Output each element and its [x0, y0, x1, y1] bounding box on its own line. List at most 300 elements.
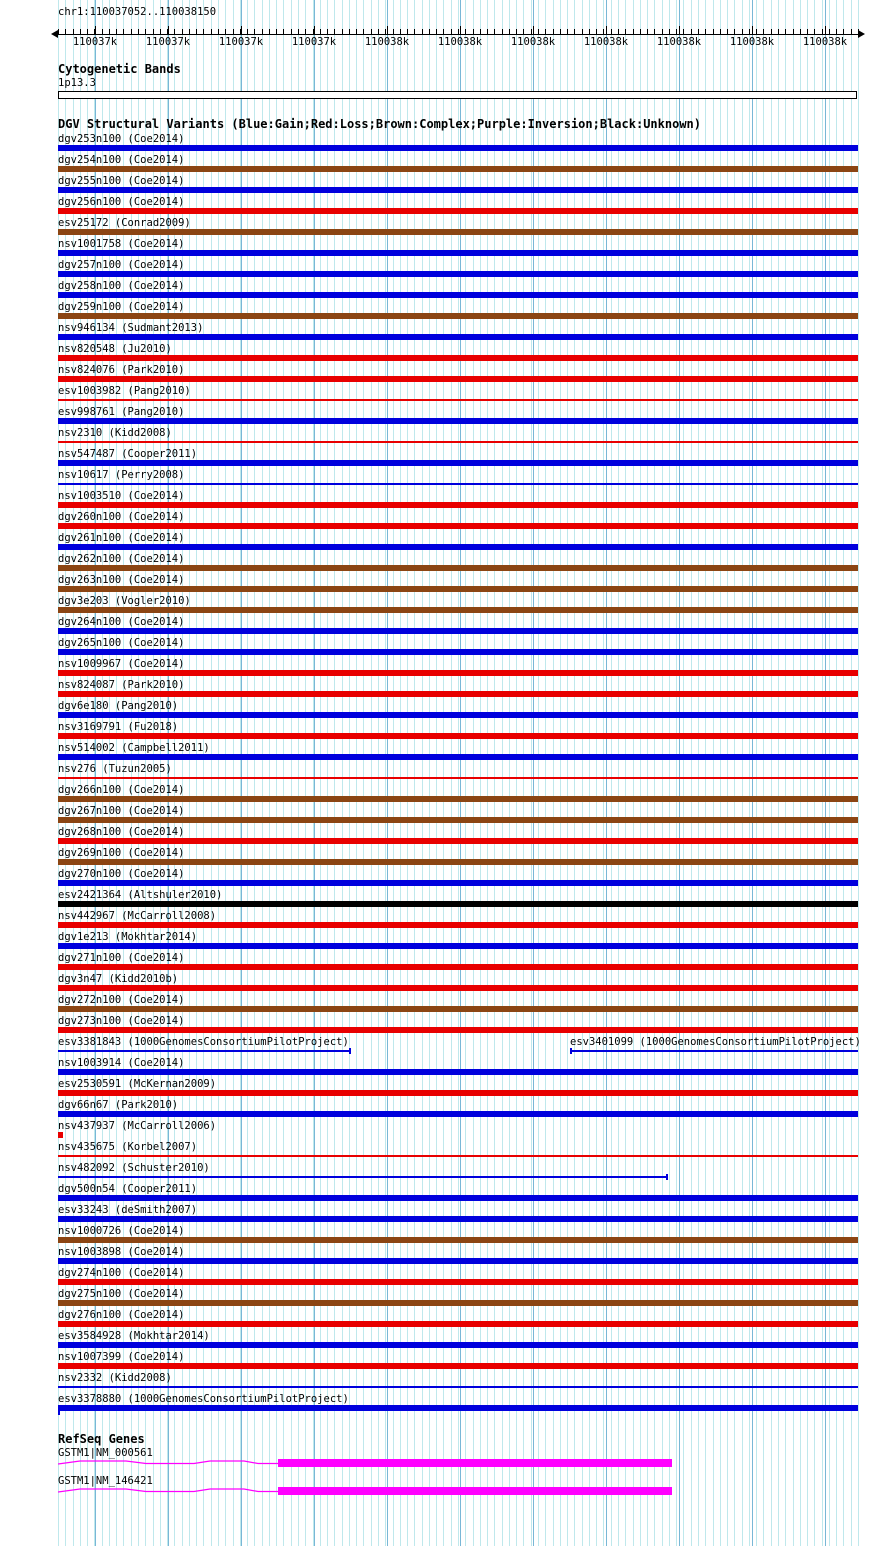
variant-glyph[interactable]	[58, 166, 858, 172]
variant-row	[58, 764, 858, 785]
ruler-tick	[727, 29, 728, 34]
ruler-tick	[502, 29, 503, 34]
variant-label: nsv435675 (Korbel2007)	[58, 1141, 198, 1153]
ruler-tick	[247, 29, 248, 34]
dgv-section-title: DGV Structural Variants (Blue:Gain;Red:Loss;Brown:Complex;Purple:Inversion;Black:Unknown)	[58, 117, 701, 131]
variant-label: dgv273n100 (Coe2014)	[58, 1015, 185, 1027]
ruler-tick	[342, 29, 343, 34]
variant-glyph[interactable]	[58, 628, 858, 634]
ruler-tick-major	[752, 26, 753, 35]
gene-label: GSTM1|NM_146421	[58, 1475, 153, 1487]
variant-row	[58, 1247, 858, 1268]
ruler-tick	[713, 29, 714, 34]
variant-row	[58, 491, 858, 512]
variant-glyph[interactable]	[58, 355, 858, 361]
variant-label: dgv271n100 (Coe2014)	[58, 952, 185, 964]
variant-glyph[interactable]	[58, 586, 858, 592]
variant-row	[58, 176, 858, 197]
ruler-tick-major	[314, 26, 315, 35]
variant-glyph[interactable]	[58, 313, 858, 319]
ruler-tick	[545, 29, 546, 34]
variant-row	[58, 1036, 861, 1058]
ruler-tick	[800, 29, 801, 34]
ruler-tick	[429, 29, 430, 34]
ruler-tick	[683, 29, 684, 34]
ruler-tick	[182, 29, 183, 34]
variant-row	[58, 239, 858, 260]
variant-label: dgv270n100 (Coe2014)	[58, 868, 185, 880]
variant-glyph[interactable]	[58, 901, 858, 907]
variant-row	[58, 911, 858, 932]
variant-label: dgv256n100 (Coe2014)	[58, 196, 185, 208]
ruler-tick	[742, 29, 743, 34]
variant-glyph[interactable]	[58, 1132, 63, 1138]
variant-glyph[interactable]	[58, 376, 858, 382]
ruler-tick-label: 110038k	[364, 36, 410, 48]
variant-glyph[interactable]	[58, 649, 858, 655]
variant-glyph[interactable]	[58, 670, 858, 676]
variant-glyph[interactable]	[58, 1155, 858, 1157]
ruler-tick-major	[387, 26, 388, 35]
ruler-tick	[494, 29, 495, 34]
variant-glyph[interactable]	[58, 208, 858, 214]
variant-row	[58, 995, 858, 1016]
variant-glyph[interactable]	[58, 985, 858, 991]
variant-row	[58, 638, 858, 659]
variant-row	[58, 1310, 858, 1331]
variant-end-tick	[666, 1174, 668, 1180]
variant-glyph[interactable]	[58, 250, 858, 256]
ruler-tick	[531, 29, 532, 34]
variant-row	[58, 1058, 858, 1079]
variant-row	[58, 1079, 858, 1100]
variant-glyph[interactable]	[58, 1090, 858, 1096]
variant-glyph[interactable]	[58, 460, 858, 466]
ruler-tick	[160, 29, 161, 34]
ruler-tick	[487, 29, 488, 34]
variant-glyph[interactable]	[58, 187, 858, 193]
variant-row	[58, 1394, 858, 1415]
variant-label: dgv257n100 (Coe2014)	[58, 259, 185, 271]
variant-row	[58, 848, 858, 869]
ruler-tick-major	[460, 26, 461, 35]
variant-label: nsv1007399 (Coe2014)	[58, 1351, 185, 1363]
variant-glyph[interactable]	[58, 859, 858, 865]
variant-glyph[interactable]	[58, 838, 858, 844]
variant-glyph[interactable]	[58, 1321, 858, 1327]
variant-label: nsv1009967 (Coe2014)	[58, 658, 185, 670]
ruler-tick	[109, 29, 110, 34]
variant-glyph[interactable]	[58, 1195, 858, 1201]
variant-row	[58, 1373, 858, 1394]
ruler-tick	[611, 29, 612, 34]
variant-row	[58, 197, 858, 218]
ruler-arrow-left-icon	[51, 30, 58, 38]
variant-glyph[interactable]	[58, 922, 858, 928]
ruler-tick	[589, 29, 590, 34]
variant-glyph[interactable]	[58, 292, 858, 298]
ruler-tick	[749, 29, 750, 34]
variant-label: dgv263n100 (Coe2014)	[58, 574, 185, 586]
ruler-tick	[785, 29, 786, 34]
variant-glyph[interactable]	[570, 1050, 858, 1052]
variant-glyph[interactable]	[58, 1050, 351, 1052]
variant-label: dgv1e213 (Mokhtar2014)	[58, 931, 198, 943]
variant-glyph[interactable]	[58, 777, 858, 779]
ruler-tick	[771, 29, 772, 34]
variant-label: esv3381843 (1000GenomesConsortiumPilotProject)	[58, 1036, 349, 1048]
variant-row	[58, 1331, 858, 1352]
ruler-tick	[254, 29, 255, 34]
ruler-tick	[422, 29, 423, 34]
variant-label: esv1003982 (Pang2010)	[58, 385, 191, 397]
gene-intron-line	[58, 1458, 278, 1468]
ruler-tick	[625, 29, 626, 34]
ruler-tick	[843, 29, 844, 34]
variant-label: dgv261n100 (Coe2014)	[58, 532, 185, 544]
variant-glyph[interactable]	[58, 544, 858, 550]
variant-row	[58, 974, 858, 995]
variant-row	[58, 953, 858, 974]
variant-label: nsv824087 (Park2010)	[58, 679, 185, 691]
variant-glyph[interactable]	[58, 502, 858, 508]
variant-glyph[interactable]	[58, 1386, 858, 1388]
variant-glyph[interactable]	[58, 1006, 858, 1012]
grid-line	[858, 0, 859, 1546]
variant-row	[58, 1100, 858, 1121]
gene-exon-bar[interactable]	[278, 1459, 672, 1467]
ruler-tick-major	[533, 26, 534, 35]
refseq-genes	[58, 1448, 858, 1518]
ruler-tick	[596, 29, 597, 34]
ruler-tick	[458, 29, 459, 34]
ruler-tick	[196, 29, 197, 34]
ruler-tick-label: 110037k	[291, 36, 337, 48]
variant-row	[58, 155, 858, 176]
refseq-section-title: RefSeq Genes	[58, 1432, 145, 1446]
variant-label: nsv1000726 (Coe2014)	[58, 1225, 185, 1237]
ruler-tick	[574, 29, 575, 34]
ruler-tick	[851, 29, 852, 34]
variant-glyph[interactable]	[58, 943, 858, 949]
variant-glyph[interactable]	[58, 271, 858, 277]
ruler-tick	[203, 29, 204, 34]
variant-glyph[interactable]	[58, 229, 858, 235]
variant-row	[58, 1016, 858, 1037]
ruler-tick	[138, 29, 139, 34]
variant-row	[58, 659, 858, 680]
cytoband-glyph[interactable]	[58, 91, 857, 99]
variant-row	[58, 365, 858, 386]
dgv-track-rows	[58, 133, 861, 1415]
ruler-tick	[327, 29, 328, 34]
variant-row	[58, 575, 858, 596]
ruler-tick	[858, 29, 859, 34]
variant-label: dgv260n100 (Coe2014)	[58, 511, 185, 523]
variant-glyph[interactable]	[58, 1111, 858, 1117]
ruler-tick-label: 110037k	[145, 36, 191, 48]
variant-label: nsv1001758 (Coe2014)	[58, 238, 185, 250]
variant-row	[58, 1184, 858, 1205]
ruler-tick	[80, 29, 81, 34]
ruler-tick	[283, 29, 284, 34]
variant-end-tick	[349, 1048, 351, 1054]
variant-row	[58, 722, 858, 743]
ruler-tick	[123, 29, 124, 34]
cytoband-label: 1p13.3	[58, 77, 96, 89]
ruler-tick	[698, 29, 699, 34]
variant-label: nsv437937 (McCarroll2006)	[58, 1120, 217, 1132]
region-label: chr1:110037052..110038150	[58, 6, 217, 18]
variant-label: dgv258n100 (Coe2014)	[58, 280, 185, 292]
ruler-tick	[538, 29, 539, 34]
ruler-tick-major	[95, 26, 96, 35]
gene-exon-bar[interactable]	[278, 1487, 672, 1495]
ruler-tick	[720, 29, 721, 34]
ruler-tick-major	[168, 26, 169, 35]
ruler-tick	[778, 29, 779, 34]
variant-glyph[interactable]	[58, 523, 858, 529]
ruler-tick-label: 110037k	[218, 36, 264, 48]
variant-row	[58, 344, 858, 365]
ruler-tick	[734, 29, 735, 34]
coordinate-ruler[interactable]	[58, 26, 858, 50]
ruler-tick	[291, 29, 292, 34]
variant-start-tick	[570, 1048, 572, 1054]
variant-label: dgv66n67 (Park2010)	[58, 1099, 179, 1111]
variant-row	[58, 407, 858, 428]
ruler-tick	[276, 29, 277, 34]
variant-glyph[interactable]	[58, 441, 858, 443]
variant-label: nsv10617 (Perry2008)	[58, 469, 185, 481]
ruler-tick	[269, 29, 270, 34]
variant-label: nsv1003510 (Coe2014)	[58, 490, 185, 502]
ruler-tick	[480, 29, 481, 34]
variant-glyph[interactable]	[58, 1405, 858, 1411]
variant-row	[58, 533, 858, 554]
ruler-tick	[218, 29, 219, 34]
variant-label: dgv500n54 (Cooper2011)	[58, 1183, 198, 1195]
gene-label: GSTM1|NM_000561	[58, 1447, 153, 1459]
ruler-tick	[691, 29, 692, 34]
ruler-tick	[262, 29, 263, 34]
variant-label: esv2530591 (McKernan2009)	[58, 1078, 217, 1090]
variant-start-tick	[58, 1411, 60, 1416]
ruler-tick	[407, 29, 408, 34]
ruler-tick	[174, 29, 175, 34]
variant-glyph[interactable]	[58, 1216, 858, 1222]
variant-row	[58, 890, 858, 911]
variant-glyph[interactable]	[58, 418, 858, 424]
variant-label: esv3378880 (1000GenomesConsortiumPilotProject)	[58, 1393, 349, 1405]
variant-label: nsv276 (Tuzun2005)	[58, 763, 172, 775]
variant-row	[58, 134, 858, 155]
ruler-tick-major	[679, 26, 680, 35]
variant-row	[58, 806, 858, 827]
variant-row	[58, 743, 858, 764]
variant-glyph[interactable]	[58, 796, 858, 802]
variant-row	[58, 512, 858, 533]
variant-glyph[interactable]	[58, 565, 858, 571]
variant-glyph[interactable]	[58, 607, 858, 613]
variant-row	[58, 701, 858, 722]
ruler-tick	[378, 29, 379, 34]
variant-row	[58, 554, 858, 575]
variant-glyph[interactable]	[58, 754, 858, 760]
variant-row	[58, 386, 858, 407]
ruler-tick	[633, 29, 634, 34]
variant-row	[58, 218, 858, 239]
ruler-tick	[400, 29, 401, 34]
variant-glyph[interactable]	[58, 1237, 858, 1243]
ruler-tick	[654, 29, 655, 34]
ruler-tick	[662, 29, 663, 34]
variant-glyph[interactable]	[58, 399, 858, 401]
ruler-tick	[567, 29, 568, 34]
ruler-tick	[145, 29, 146, 34]
variant-label: nsv482092 (Schuster2010)	[58, 1162, 210, 1174]
variant-glyph[interactable]	[58, 880, 858, 886]
variant-label: nsv1003914 (Coe2014)	[58, 1057, 185, 1069]
variant-glyph[interactable]	[58, 1069, 858, 1075]
variant-row	[58, 932, 858, 953]
variant-row	[58, 1121, 858, 1142]
ruler-tick	[414, 29, 415, 34]
ruler-tick	[58, 29, 59, 34]
ruler-tick	[618, 29, 619, 34]
variant-row	[58, 428, 858, 449]
variant-row	[58, 827, 858, 848]
ruler-tick	[829, 29, 830, 34]
variant-row	[58, 680, 858, 701]
ruler-tick	[102, 29, 103, 34]
variant-label: dgv3n47 (Kidd2010b)	[58, 973, 179, 985]
ruler-tick	[116, 29, 117, 34]
variant-glyph[interactable]	[58, 1258, 858, 1264]
variant-glyph[interactable]	[58, 483, 858, 485]
gene-row	[58, 1448, 858, 1476]
ruler-tick	[814, 29, 815, 34]
variant-row	[58, 617, 858, 638]
variant-label: dgv264n100 (Coe2014)	[58, 616, 185, 628]
variant-row	[58, 1226, 858, 1247]
variant-row	[58, 785, 858, 806]
variant-glyph[interactable]	[58, 1300, 858, 1306]
ruler-tick	[822, 29, 823, 34]
variant-label: dgv265n100 (Coe2014)	[58, 637, 185, 649]
ruler-tick	[393, 29, 394, 34]
variant-row	[58, 1289, 858, 1310]
variant-label: dgv275n100 (Coe2014)	[58, 1288, 185, 1300]
variant-label: dgv268n100 (Coe2014)	[58, 826, 185, 838]
variant-glyph[interactable]	[58, 334, 858, 340]
variant-row	[58, 596, 858, 617]
variant-row	[58, 1352, 858, 1373]
variant-label: dgv267n100 (Coe2014)	[58, 805, 185, 817]
variant-label: nsv2310 (Kidd2008)	[58, 427, 172, 439]
variant-glyph[interactable]	[58, 712, 858, 718]
variant-label: dgv3e203 (Vogler2010)	[58, 595, 191, 607]
gene-row	[58, 1476, 858, 1504]
ruler-tick	[553, 29, 554, 34]
variant-label: nsv824076 (Park2010)	[58, 364, 185, 376]
ruler-tick	[807, 29, 808, 34]
variant-label: dgv253n100 (Coe2014)	[58, 133, 185, 145]
ruler-tick	[516, 29, 517, 34]
variant-row	[58, 281, 858, 302]
variant-label: nsv3169791 (Fu2018)	[58, 721, 179, 733]
ruler-tick	[756, 29, 757, 34]
ruler-tick	[334, 29, 335, 34]
variant-label: esv2421364 (Altshuler2010)	[58, 889, 223, 901]
variant-label: dgv262n100 (Coe2014)	[58, 553, 185, 565]
ruler-tick-label: 110038k	[802, 36, 848, 48]
variant-label: dgv255n100 (Coe2014)	[58, 175, 185, 187]
variant-label: esv3584928 (Mokhtar2014)	[58, 1330, 210, 1342]
variant-label: esv998761 (Pang2010)	[58, 406, 185, 418]
ruler-tick-label: 110038k	[437, 36, 483, 48]
variant-row	[58, 1205, 858, 1226]
ruler-tick-label: 110038k	[583, 36, 629, 48]
variant-label: dgv254n100 (Coe2014)	[58, 154, 185, 166]
variant-glyph[interactable]	[58, 733, 858, 739]
variant-glyph[interactable]	[58, 817, 858, 823]
variant-row	[58, 1142, 858, 1163]
variant-row	[58, 323, 858, 344]
variant-label: esv33243 (deSmith2007)	[58, 1204, 198, 1216]
ruler-tick	[676, 29, 677, 34]
variant-glyph[interactable]	[58, 964, 858, 970]
variant-label: dgv266n100 (Coe2014)	[58, 784, 185, 796]
variant-label: dgv6e180 (Pang2010)	[58, 700, 179, 712]
ruler-tick	[582, 29, 583, 34]
ruler-tick-label: 110037k	[72, 36, 118, 48]
variant-glyph[interactable]	[58, 1176, 668, 1178]
ruler-tick	[225, 29, 226, 34]
variant-row	[58, 1268, 858, 1289]
gene-intron-line	[58, 1486, 278, 1496]
variant-glyph[interactable]	[58, 145, 858, 151]
ruler-tick	[473, 29, 474, 34]
ruler-tick	[436, 29, 437, 34]
variant-row	[58, 449, 858, 470]
ruler-tick	[233, 29, 234, 34]
ruler-tick	[523, 29, 524, 34]
variant-glyph[interactable]	[58, 1279, 858, 1285]
variant-row	[58, 470, 858, 491]
variant-glyph[interactable]	[58, 1342, 858, 1348]
ruler-tick-label: 110038k	[510, 36, 556, 48]
variant-row	[58, 260, 858, 281]
variant-label: dgv274n100 (Coe2014)	[58, 1267, 185, 1279]
variant-label: nsv442967 (McCarroll2008)	[58, 910, 217, 922]
variant-label: nsv946134 (Sudmant2013)	[58, 322, 204, 334]
variant-label: esv25172 (Conrad2009)	[58, 217, 191, 229]
variant-label: dgv269n100 (Coe2014)	[58, 847, 185, 859]
variant-label: dgv259n100 (Coe2014)	[58, 301, 185, 313]
ruler-tick	[363, 29, 364, 34]
variant-glyph[interactable]	[58, 691, 858, 697]
variant-label: nsv2332 (Kidd2008)	[58, 1372, 172, 1384]
variant-glyph[interactable]	[58, 1363, 858, 1369]
ruler-tick-major	[241, 26, 242, 35]
ruler-tick-label: 110038k	[729, 36, 775, 48]
variant-glyph[interactable]	[58, 1027, 858, 1033]
variant-label: nsv1003898 (Coe2014)	[58, 1246, 185, 1258]
variant-label: nsv547487 (Cooper2011)	[58, 448, 198, 460]
ruler-tick	[705, 29, 706, 34]
ruler-tick	[356, 29, 357, 34]
